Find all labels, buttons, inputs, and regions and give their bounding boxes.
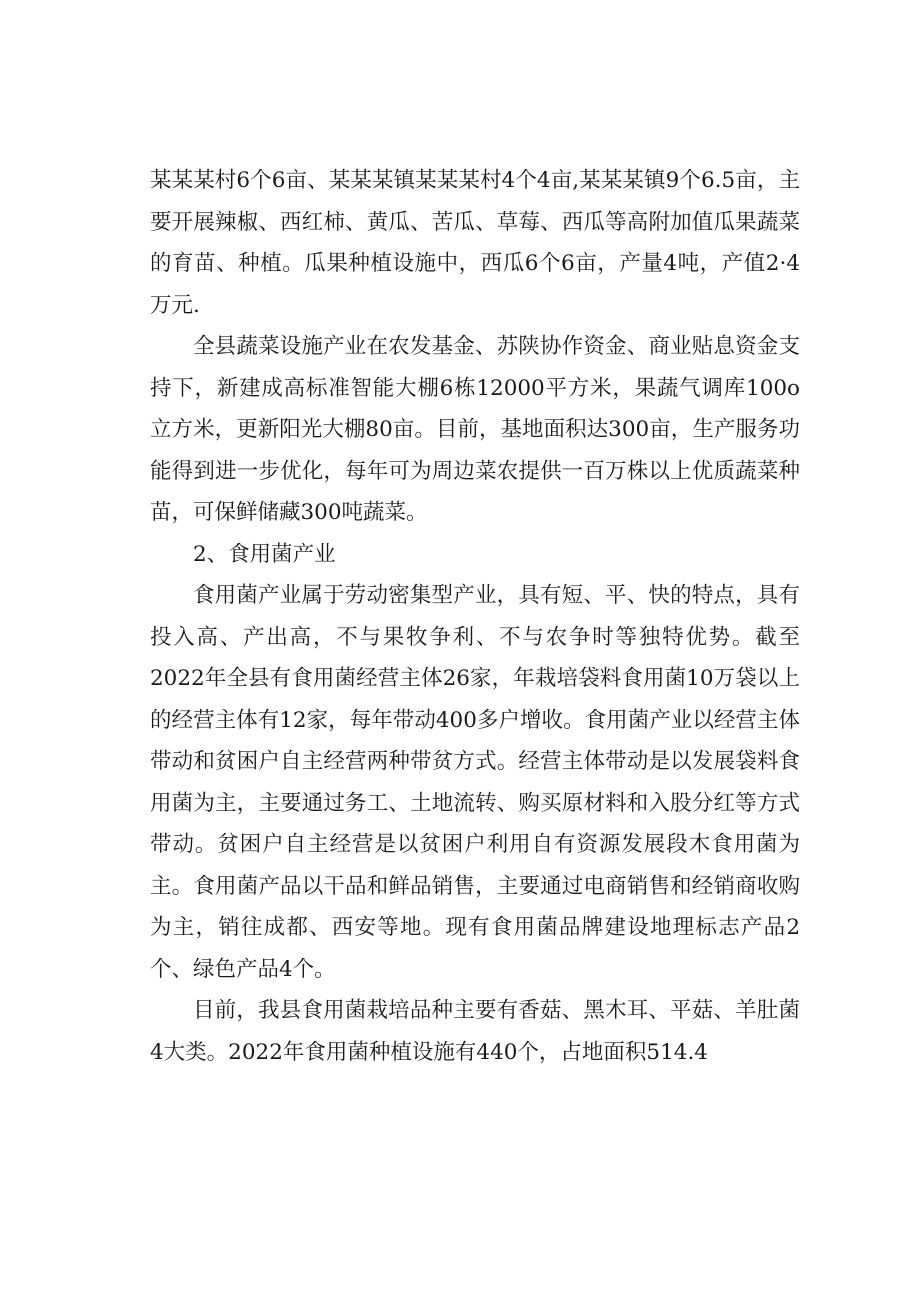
paragraph-edible-fungi-industry: 食用菌产业属于劳动密集型产业，具有短、平、快的特点，具有投入高、产出高，不与果牧争利、不与农争时等独特优势。截至2022年全县有食用菌经营主体26家，年栽培袋料食用菌10万袋以上的经营主体有12家，每年带动400多户增收。食用菌产业以经营主体带动和贫困户自主经营两种带贫方式。经营主体带动是以发展袋料食用菌为主，主要通过务工、土地流转、购买原材料和入股分红等方式带动。贫困户自主经营是以贫困户利用自有资源发展段木食用菌为主。食用菌产品以干品和鲜品销售，主要通过电商销售和经销商收购为主，销往成都、西安等地。现有食用菌品牌建设地理标志产品2个、绿色产品4个。: [150, 583, 800, 982]
document-body: [150, 160, 800, 1073]
paragraph-edible-fungi-varieties: 目前，我县食用菌栽培品种主要有香菇、黑木耳、平菇、羊肚菌4大类。2022年食用菌种植设施有440个，占地面积514.4: [150, 998, 800, 1065]
paragraph-vegetable-facilities: 全县蔬菜设施产业在农发基金、苏陕协作资金、商业贴息资金支持下，新建成高标准智能大棚6栋12000平方米，果蔬气调库100o立方米，更新阳光大棚80亩。目前，基地面积达300亩，生产服务功能得到进一步优化，每年可为周边菜农提供一百万株以上优质蔬菜种苗，可保鲜储藏300吨蔬菜。: [150, 334, 800, 525]
section-heading-edible-fungi: 2、食用菌产业: [193, 541, 336, 567]
paragraph-fruit-vegetable-sites: 某某某村6个6亩、某某某镇某某某村4个4亩,某某某镇9个6.5亩，主要开展辣椒、西红柿、黄瓜、苦瓜、草莓、西瓜等高附加值瓜果蔬菜的育苗、种植。瓜果种植设施中，西瓜6个6亩，产量4吨，产值2·4万元.: [150, 168, 800, 318]
